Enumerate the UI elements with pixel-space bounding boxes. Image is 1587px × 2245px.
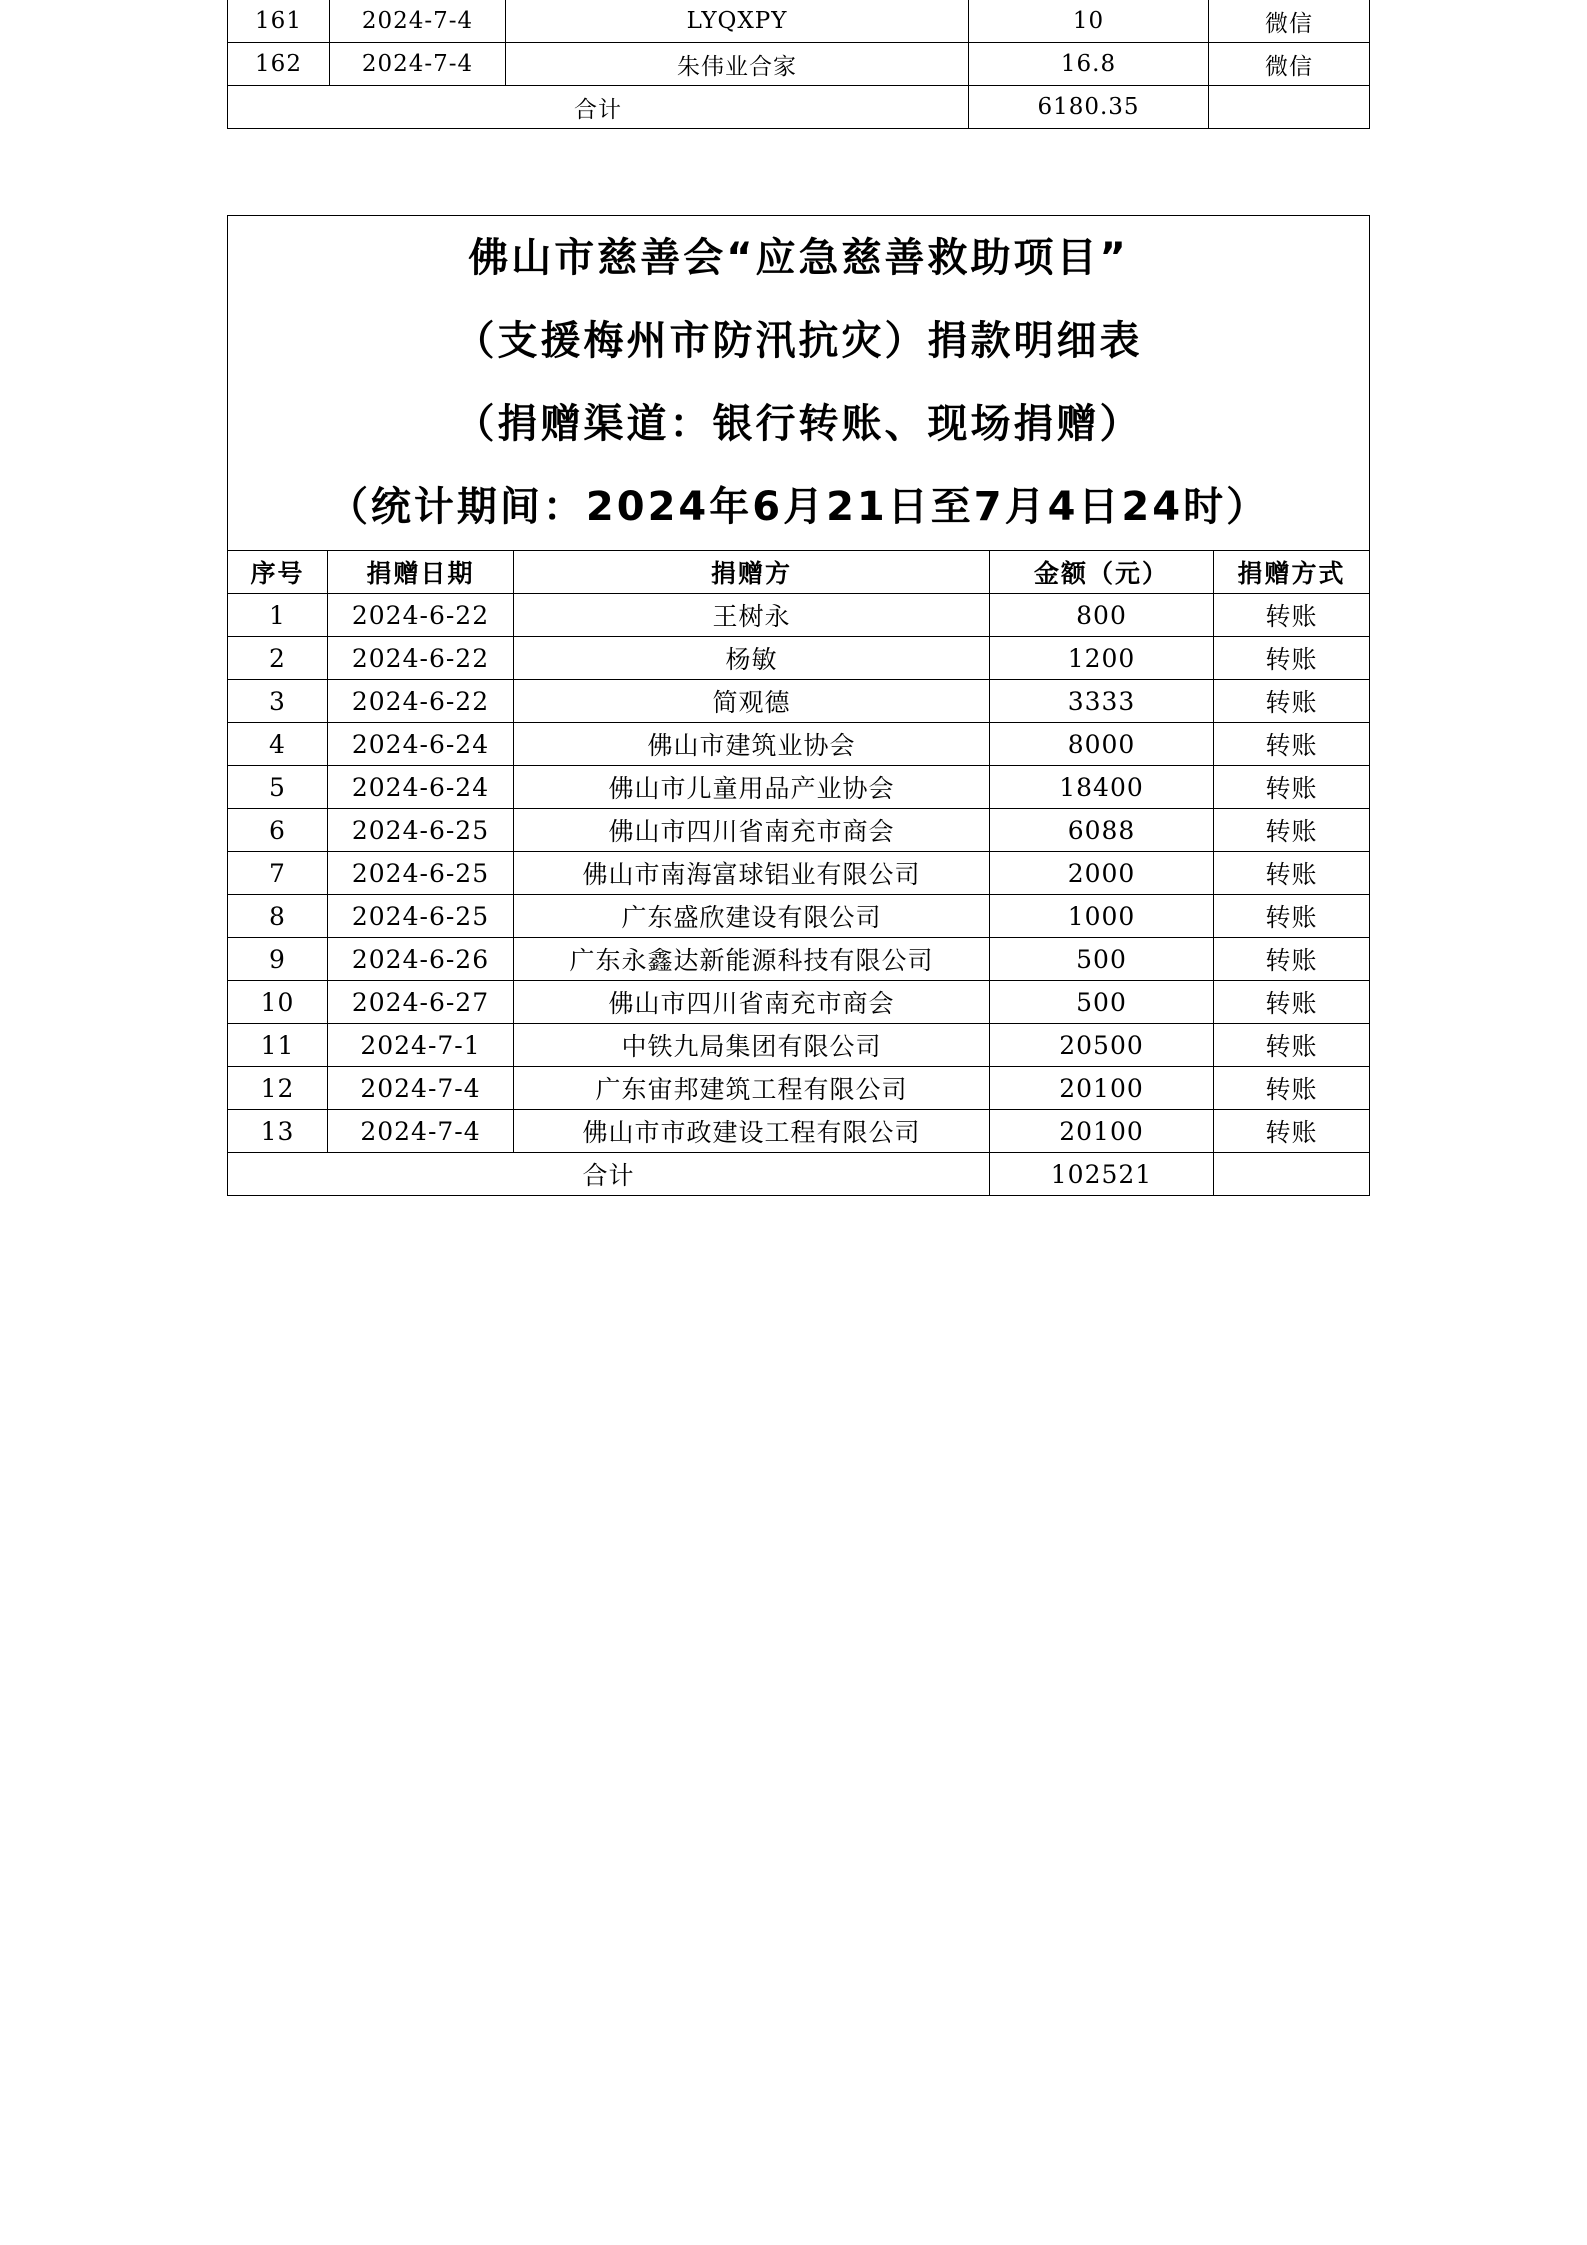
donation-amount: 1000: [990, 895, 1214, 938]
row-number: 5: [228, 766, 328, 809]
donation-date: 2024-7-4: [328, 1110, 514, 1153]
row-number: 161: [228, 0, 330, 43]
row-number: 4: [228, 723, 328, 766]
donation-date: 2024-6-27: [328, 981, 514, 1024]
total-amount: 6180.35: [969, 86, 1209, 129]
table-row: [228, 723, 1370, 766]
donation-amount: 20100: [990, 1110, 1214, 1153]
donor-name: 简观德: [514, 680, 990, 723]
title-line-3: （捐赠渠道：银行转账、现场捐赠）: [454, 401, 1143, 447]
donation-date: 2024-6-25: [328, 852, 514, 895]
donor-name: 杨敏: [514, 637, 990, 680]
table-row: [228, 1110, 1370, 1153]
donation-method: 转账: [1214, 766, 1370, 809]
donation-amount: 800: [990, 594, 1214, 637]
donor-name: 广东宙邦建筑工程有限公司: [514, 1067, 990, 1110]
donation-method: 转账: [1214, 1067, 1370, 1110]
title-row: [228, 216, 1370, 551]
table-row: [228, 938, 1370, 981]
title-line-2: （支援梅州市防汛抗灾）捐款明细表: [454, 318, 1143, 364]
donation-method: 转账: [1214, 1110, 1370, 1153]
donation-method: 转账: [1214, 723, 1370, 766]
donation-method: 转账: [1214, 809, 1370, 852]
row-number: 9: [228, 938, 328, 981]
total-amount: 102521: [990, 1153, 1214, 1196]
total-method-blank: [1209, 86, 1370, 129]
table-row: [228, 1067, 1370, 1110]
donor-name: 佛山市四川省南充市商会: [514, 981, 990, 1024]
donation-date: 2024-6-26: [328, 938, 514, 981]
donation-amount: 16.8: [969, 43, 1209, 86]
donation-method: 转账: [1214, 594, 1370, 637]
donation-date: 2024-7-4: [330, 43, 506, 86]
donation-amount: 3333: [990, 680, 1214, 723]
table-row: [228, 43, 1370, 86]
table-row: [228, 981, 1370, 1024]
donation-date: 2024-7-1: [328, 1024, 514, 1067]
donation-amount: 20500: [990, 1024, 1214, 1067]
row-number: 6: [228, 809, 328, 852]
donor-name: 佛山市市政建设工程有限公司: [514, 1110, 990, 1153]
row-number: 3: [228, 680, 328, 723]
row-number: 12: [228, 1067, 328, 1110]
previous-donation-table: [227, 0, 1370, 129]
donation-method: 微信: [1209, 0, 1370, 43]
donation-date: 2024-6-25: [328, 809, 514, 852]
table-row: [228, 680, 1370, 723]
row-number: 11: [228, 1024, 328, 1067]
total-row: [228, 1153, 1370, 1196]
donation-amount: 10: [969, 0, 1209, 43]
donor-name: 中铁九局集团有限公司: [514, 1024, 990, 1067]
donation-detail-table: [227, 215, 1370, 1196]
donor-name: 王树永: [514, 594, 990, 637]
total-method-blank: [1214, 1153, 1370, 1196]
table-row: [228, 766, 1370, 809]
donor-name: 佛山市四川省南充市商会: [514, 809, 990, 852]
donation-date: 2024-7-4: [328, 1067, 514, 1110]
donor-name: LYQXPY: [506, 0, 969, 43]
row-number: 2: [228, 637, 328, 680]
donation-date: 2024-6-25: [328, 895, 514, 938]
table-row: [228, 895, 1370, 938]
title-line-4: （统计期间：2024年6月21日至7月4日24时）: [327, 484, 1270, 530]
donation-date: 2024-6-22: [328, 594, 514, 637]
donation-amount: 8000: [990, 723, 1214, 766]
donation-amount: 1200: [990, 637, 1214, 680]
donation-date: 2024-6-24: [328, 723, 514, 766]
header-number: 序号: [228, 551, 328, 594]
donation-amount: 6088: [990, 809, 1214, 852]
donation-amount: 2000: [990, 852, 1214, 895]
header-method: 捐赠方式: [1214, 551, 1370, 594]
header-amount: 金额（元）: [990, 551, 1214, 594]
donation-method: 微信: [1209, 43, 1370, 86]
total-label: 合计: [228, 1153, 990, 1196]
donation-date: 2024-7-4: [330, 0, 506, 43]
table-row: [228, 0, 1370, 43]
table-row: [228, 594, 1370, 637]
row-number: 1: [228, 594, 328, 637]
row-number: 7: [228, 852, 328, 895]
donor-name: 广东盛欣建设有限公司: [514, 895, 990, 938]
donor-name: 佛山市儿童用品产业协会: [514, 766, 990, 809]
donor-name: 佛山市建筑业协会: [514, 723, 990, 766]
header-row: [228, 551, 1370, 594]
table-row: [228, 809, 1370, 852]
row-number: 10: [228, 981, 328, 1024]
donation-date: 2024-6-24: [328, 766, 514, 809]
header-date: 捐赠日期: [328, 551, 514, 594]
donation-method: 转账: [1214, 680, 1370, 723]
donation-method: 转账: [1214, 938, 1370, 981]
donation-amount: 18400: [990, 766, 1214, 809]
table-row: [228, 1024, 1370, 1067]
table-row: [228, 852, 1370, 895]
table-title: [228, 216, 1370, 551]
donation-method: 转账: [1214, 852, 1370, 895]
row-number: 162: [228, 43, 330, 86]
donation-method: 转账: [1214, 1024, 1370, 1067]
donation-amount: 500: [990, 981, 1214, 1024]
donation-method: 转账: [1214, 981, 1370, 1024]
table-row: [228, 637, 1370, 680]
total-row: [228, 86, 1370, 129]
total-label: 合计: [228, 86, 969, 129]
row-number: 13: [228, 1110, 328, 1153]
donation-method: 转账: [1214, 637, 1370, 680]
donation-amount: 20100: [990, 1067, 1214, 1110]
donor-name: 广东永鑫达新能源科技有限公司: [514, 938, 990, 981]
donation-date: 2024-6-22: [328, 637, 514, 680]
donor-name: 朱伟业合家: [506, 43, 969, 86]
donation-method: 转账: [1214, 895, 1370, 938]
donation-amount: 500: [990, 938, 1214, 981]
donation-date: 2024-6-22: [328, 680, 514, 723]
row-number: 8: [228, 895, 328, 938]
header-donor: 捐赠方: [514, 551, 990, 594]
donor-name: 佛山市南海富球铝业有限公司: [514, 852, 990, 895]
title-line-1: 佛山市慈善会“应急慈善救助项目”: [468, 235, 1129, 281]
